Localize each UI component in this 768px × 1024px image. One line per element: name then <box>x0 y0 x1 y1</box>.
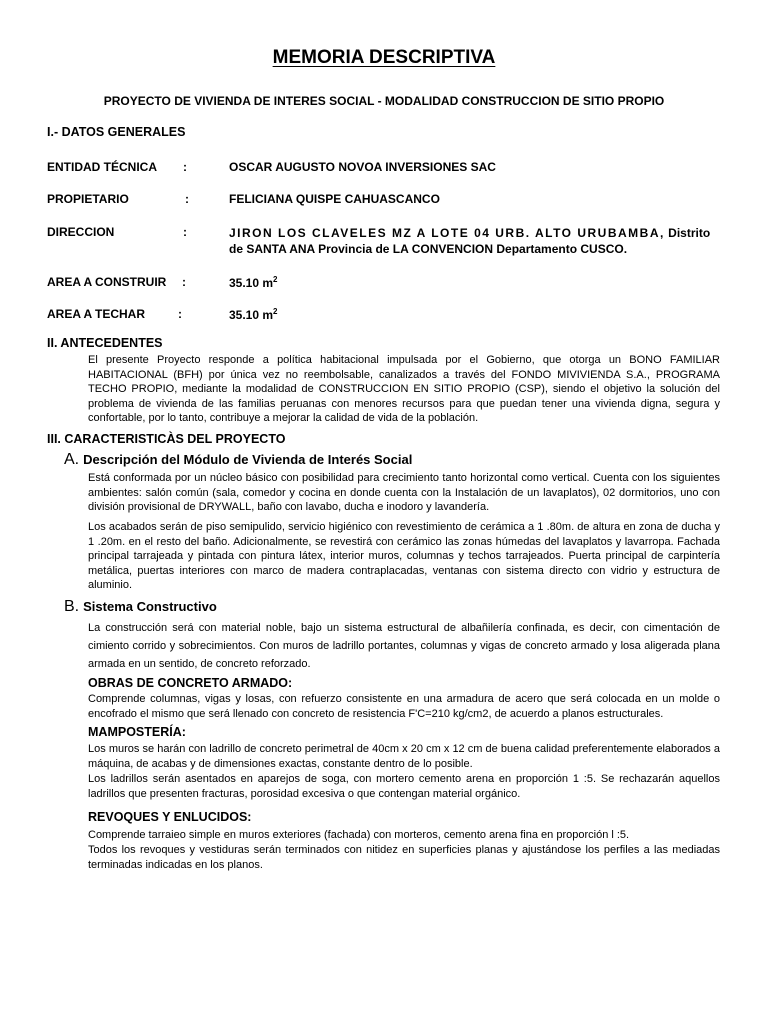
propietario-colon: : <box>185 192 189 206</box>
section-datos-generales-heading: I.- DATOS GENERALES <box>47 125 186 139</box>
subsection-a-title: Descripción del Módulo de Vivienda de Interés Social <box>83 452 413 467</box>
obras-concreto-paragraph: Comprende columnas, vigas y losas, con refuerzo consistente en una armadura de acero que será colocada en un molde o encofrado el mismo que será llenado con concreto de resistencia F'C=210 kg/cm2, de acuerdo a planos estructurales. <box>88 693 720 720</box>
entidad-value: OSCAR AUGUSTO NOVOA INVERSIONES SAC <box>229 160 496 174</box>
subsection-a-paragraph-2: Los acabados serán de piso semipulido, servicio higiénico con revestimiento de cerámica a 1 .80m. de altura en zona de ducha y 1 .20m. en el resto del baño. Adicionalmente, se revestirá con cerámico las zonas húmedas del lavaplatos y lavarropa. Fachada principal tarrajeada y pintada con pintura látex, interior muros, columnas y techos tarrajeados. Puerta principal de carpintería metálica, puertas interiores con marco de madera contraplacadas, ventanas con sistema directo con vidrio y estructura de aluminio. <box>88 521 720 591</box>
direccion-label: DIRECCION <box>47 225 115 239</box>
subsection-a-letter: A. <box>64 451 80 468</box>
revoques-heading: REVOQUES Y ENLUCIDOS: <box>88 810 252 824</box>
subsection-a-heading <box>64 451 412 469</box>
section-antecedentes-heading: II. ANTECEDENTES <box>47 336 163 350</box>
direccion-value-line2: de SANTA ANA Provincia de LA CONVENCION Departamento CUSCO. <box>229 242 628 256</box>
obras-concreto-heading: OBRAS DE CONCRETO ARMADO: <box>88 676 293 690</box>
direccion-colon: : <box>183 225 187 239</box>
subsection-b-heading <box>64 598 217 616</box>
subsection-b-title: Sistema Constructivo <box>83 599 217 614</box>
area-construir-label: AREA A CONSTRUIR <box>47 275 167 289</box>
entidad-label: ENTIDAD TÉCNICA <box>47 160 157 174</box>
subsection-b-letter: B. <box>64 598 80 615</box>
area-techar-value: 35.10 $m^2$ <box>229 307 278 322</box>
mamposteria-paragraph-1: Los muros se harán con ladrillo de concreto perimetral de 40cm x 20 cm x 12 cm de buena calidad preferentemente elaborados a máquina, de acabas y de dimensiones exactas, constante dentro de lo posible. <box>88 743 720 770</box>
direccion-street: JIRON LOS CLAVELES MZ A LOTE 04 URB. ALTO URUBAMBA, <box>229 226 665 240</box>
propietario-value: FELICIANA QUISPE CAHUASCANCO <box>229 192 440 206</box>
area-construir-value: 35.10 $m^2$ <box>229 275 278 290</box>
document-title: MEMORIA DESCRIPTIVA <box>272 47 496 68</box>
area-techar-label: AREA A TECHAR <box>47 307 145 321</box>
revoques-paragraph-2: Todos los revoques y vestiduras serán terminados con nitidez en superficies planas y ajustándose los perfiles a las mediadas terminadas indicadas en los planos. <box>88 844 720 871</box>
direccion-district-label: Distrito <box>664 226 711 240</box>
section-caracteristicas-heading: III. CARACTERISTICÀS DEL PROYECTO <box>47 432 286 446</box>
project-subtitle: PROYECTO DE VIVIENDA DE INTERES SOCIAL - MODALIDAD CONSTRUCCION DE SITIO PROPIO <box>103 94 665 108</box>
entidad-colon: : <box>183 160 187 174</box>
antecedentes-paragraph: El presente Proyecto responde a política habitacional impulsada por el Gobierno, que otorga un BONO FAMILIAR HABITACIONAL (BFH) por única vez no reembolsable, canalizados a través del FONDO MIVIVIENDA S.A., PROGRAMA TECHO PROPIO, mediante la modalidad de CONSTRUCCION EN SITIO PROPIO (CSP), siendo el objetivo la solución del problema de vivienda de las familias peruanas con menores recursos para que puedan tener una vivienda digna, segura y confortable, por lo tanto, contribuye a mejorar la calidad de vida de la población. <box>88 354 720 424</box>
mamposteria-heading: MAMPOSTERÍA: <box>88 725 186 739</box>
area-techar-exponent: 2 <box>273 307 278 316</box>
area-construir-colon: : <box>182 275 186 289</box>
area-construir-exponent: 2 <box>273 275 278 284</box>
propietario-label: PROPIETARIO <box>47 192 129 206</box>
direccion-value-line1 <box>229 224 721 242</box>
mamposteria-paragraph-2: Los ladrillos serán asentados en aparejos de soga, con mortero cemento arena en proporción 1 :5. Se rechazarán aquellos ladrillos que presenten fracturas, porosidad excesiva o que contengan material orgánico. <box>88 773 720 800</box>
subsection-b-paragraph: La construcción será con material noble, bajo un sistema estructural de albañilería confinada, es decir, con cimentación de cimiento corrido y sobrecimientos. Con muros de ladrillo portantes, columnas y vigas de concreto armado y losa aligerada plana armada en un sentido, de concreto reforzado. <box>88 622 720 670</box>
area-techar-colon: : <box>178 307 182 321</box>
revoques-paragraph-1: Comprende tarraieo simple en muros exteriores (fachada) con morteros, cemento arena fina en proporción l :5. <box>88 829 630 841</box>
subsection-a-paragraph-1: Está conformada por un núcleo básico con posibilidad para crecimiento tanto horizontal como vertical. Cuenta con los siguientes ambientes: salón común (sala, comedor y cocina en donde cuenta con la Instalación de un lavaplatos), 02 dormitorios, uno con división provisional de DRYWALL, baño con lavabo, ducha e inodoro y lavandería. <box>88 472 720 513</box>
